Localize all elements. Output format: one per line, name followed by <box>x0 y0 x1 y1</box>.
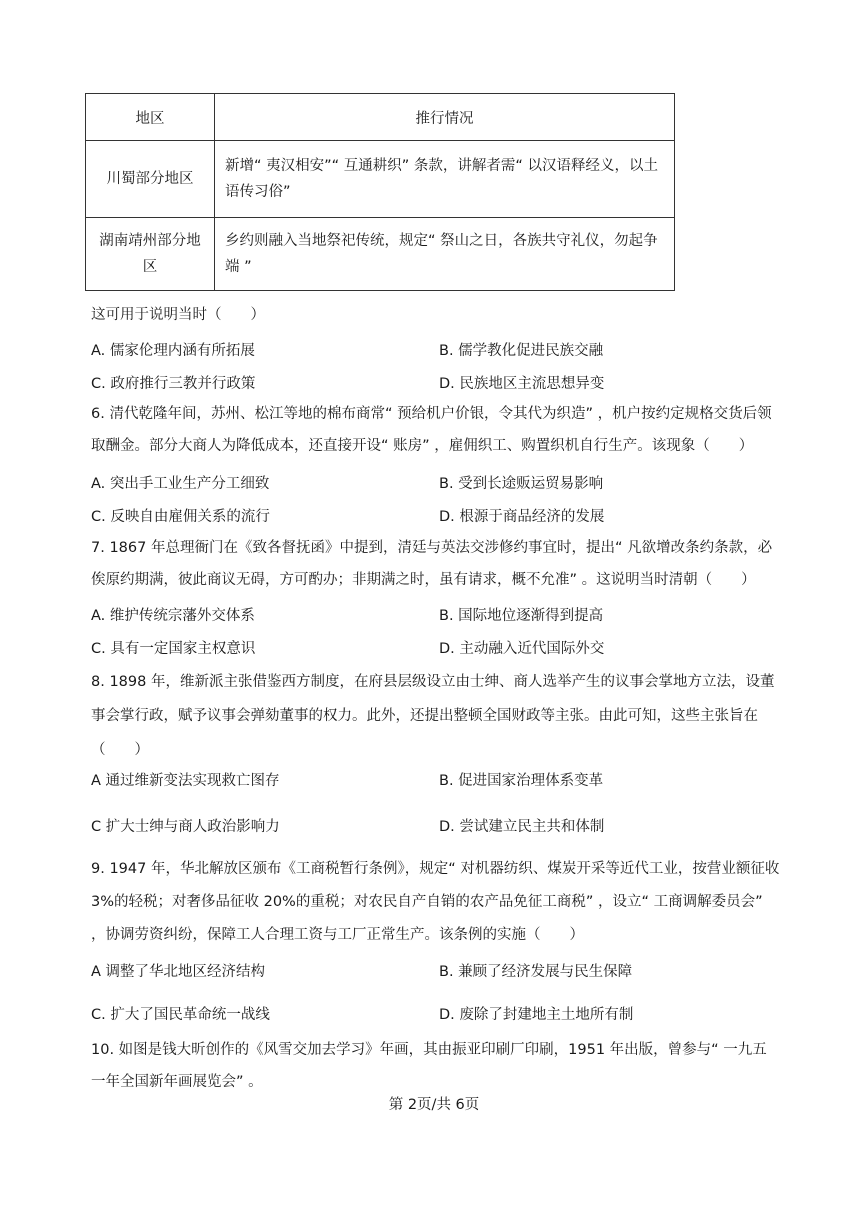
q9-option-d[interactable]: D. 废除了封建地主土地所有制 <box>439 1007 634 1023</box>
table-cell-region: 湖南靖州部分地区 <box>86 218 215 291</box>
q9-option-a[interactable]: A 调整了华北地区经济结构 <box>91 964 266 980</box>
q8-option-a[interactable]: A 通过维新变法实现救亡图存 <box>91 773 280 789</box>
table-cell-region: 川蜀部分地区 <box>86 141 215 218</box>
q6-stem: 6. 清代乾隆年间，苏州、松江等地的棉布商常“ 预给机户价银，令其代为织造” ，机户按约定规格交货后领取酬金。部分大商人为降低成本，还直接开设“ 账房” ，雇佣织工、购置织机自行生产。该现象（ ） <box>91 406 772 454</box>
q9-option-c[interactable]: C. 扩大了国民革命统一战线 <box>91 1007 270 1023</box>
q9-option-b[interactable]: B. 兼顾了经济发展与民生保障 <box>439 964 633 980</box>
q5-option-d[interactable]: D. 民族地区主流思想异变 <box>439 376 605 392</box>
q8-option-b[interactable]: B. 促进国家治理体系变革 <box>439 773 604 789</box>
q7-option-a[interactable]: A. 维护传统宗藩外交体系 <box>91 608 255 624</box>
q6-option-d[interactable]: D. 根源于商品经济的发展 <box>439 509 605 525</box>
q6-option-c[interactable]: C. 反映自由雇佣关系的流行 <box>91 509 270 525</box>
q10-stem: 10. 如图是钱大昕创作的《风雪交加去学习》年画，其由振亚印刷厂印刷，1951 年出版，曾参与“ 一九五一年全国新年画展览会” 。 <box>91 1042 767 1090</box>
table-cell-desc: 乡约则融入当地祭祀传统，规定“ 祭山之日，各族共守礼仪，勿起争端 ” <box>215 218 675 291</box>
page-footer: 第 2页/共 6页 <box>388 1097 480 1113</box>
q8-stem: 8. 1898 年，维新派主张借鉴西方制度，在府县层级设立由士绅、商人选举产生的议事会掌地方立法，设董事会掌行政，赋予议事会弹劾董事的权力。此外，还提出整顿全国财政等主张。由此可知，这些主张旨在（ ） <box>91 674 775 758</box>
q5-stem: 这可用于说明当时（ ） <box>91 307 265 323</box>
table-header-desc: 推行情况 <box>215 94 675 141</box>
q5-option-b[interactable]: B. 儒学教化促进民族交融 <box>439 343 604 359</box>
q6-option-a[interactable]: A. 突出手工业生产分工细致 <box>91 476 270 492</box>
q7-option-b[interactable]: B. 国际地位逐渐得到提高 <box>439 608 604 624</box>
table-header-region: 地区 <box>86 94 215 141</box>
table-cell-desc: 新增“ 夷汉相安”“ 互通耕织” 条款，讲解者需“ 以汉语释经义，以土语传习俗” <box>215 141 675 218</box>
q8-option-c[interactable]: C 扩大士绅与商人政治影响力 <box>91 819 280 835</box>
table-row <box>86 218 675 291</box>
table-row <box>86 141 675 218</box>
q5-option-a[interactable]: A. 儒家伦理内涵有所拓展 <box>91 343 255 359</box>
q7-option-d[interactable]: D. 主动融入近代国际外交 <box>439 641 605 657</box>
policy-table <box>85 93 675 291</box>
table-header-row <box>86 94 675 141</box>
q7-option-c[interactable]: C. 具有一定国家主权意识 <box>91 641 256 657</box>
q6-option-b[interactable]: B. 受到长途贩运贸易影响 <box>439 476 604 492</box>
q5-option-c[interactable]: C. 政府推行三教并行政策 <box>91 376 256 392</box>
q7-stem: 7. 1867 年总理衙门在《致各督抚函》中提到，清廷与英法交涉修约事宜时，提出“ 凡欲增改条约条款，必俟原约期满，彼此商议无碍，方可酌办；非期满之时，虽有请求，概不允准” 。这说明当时清朝（ ） <box>91 540 773 588</box>
q8-option-d[interactable]: D. 尝试建立民主共和体制 <box>439 819 605 835</box>
q9-stem: 9. 1947 年，华北解放区颁布《工商税暂行条例》，规定“ 对机器纺织、煤炭开采等近代工业，按营业额征收 3%的轻税；对奢侈品征收 20%的重税；对农民自产自销的农产品免征工商税” ，设立“ 工商调解委员会” ，协调劳资纠纷，保障工人合理工资与工厂正常生产。该条例的实施（ ） <box>91 861 780 943</box>
